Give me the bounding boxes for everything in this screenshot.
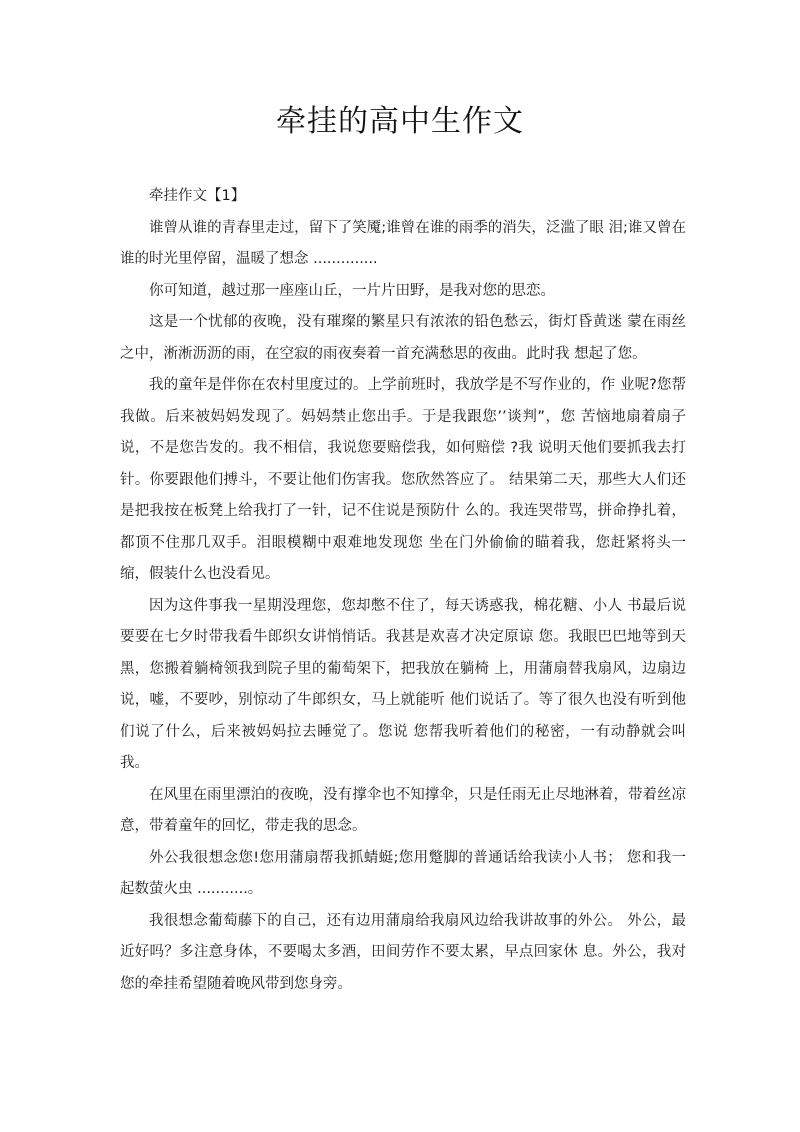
document-title: 牵挂的高中生作文	[276, 104, 524, 139]
paragraph-5: 因为这件事我一星期没理您，您却憋不住了，每天诱惑我，棉花糖、小人 书最后说要要在七夕时带我看牛郎织女讲悄悄话。我甚是欢喜才决定原谅 您。我眼巴巴地等到天黑，您搬着躺椅领我到院子里的葡萄架下，把我放在躺椅 上，用蒲扇替我扇风，边扇边说，嘘，不要吵，别惊动了牛郎织女，马上就能听 他们说话了。等了很久也没有听到他们说了什么，后来被妈妈拉去睡觉了。您说 您帮我听着他们的秘密，一有动静就会叫我。	[120, 597, 686, 771]
document-body	[120, 181, 686, 1000]
paragraph-3: 这是一个忧郁的夜晚，没有璀璨的繁星只有浓浓的铅色愁云，街灯昏黄迷 蒙在雨丝之中，淅淅沥沥的雨，在空寂的雨夜奏着一首充满愁思的夜曲。此时我 想起了您。	[120, 314, 686, 362]
paragraph-4: 我的童年是伴你在农村里度过的。上学前班时，我放学是不写作业的，作 业呢?您帮我做。后来被妈妈发现了。妈妈禁止您出手。于是我跟您’’谈判”，您 苦恼地扇着扇子说，不是您告发的。我不相信，我说您要赔偿我，如何赔偿 ?我 说明天他们要抓我去打针。你要跟他们搏斗，不要让他们伤害我。您欣然答应了。 结果第二天，那些大人们还是把我按在板凳上给我打了一针，记不住说是预防什 么的。我连哭带骂，拼命挣扎着，都顶不住那几双手。泪眼模糊中艰难地发现您 坐在门外偷偷的瞄着我，您赶紧将头一缩，假装什么也没看见。	[120, 377, 686, 582]
paragraph-2: 你可知道，越过那一座座山丘，一片片田野，是我对您的思恋。	[149, 282, 555, 299]
section-heading: 牵挂作文【1】	[149, 188, 246, 204]
paragraph-6: 在风里在雨里漂泊的夜晚，没有撑伞也不知撑伞，只是任雨无止尽地淋着，带着丝凉意，带着童年的回忆，带走我的思念。	[120, 786, 686, 834]
paragraph-7: 外公我很想念您!您用蒲扇帮我抓蜻蜓;您用蹩脚的普通话给我读小人书； 您和我一起数萤火虫 ...........。	[120, 849, 686, 897]
paragraph-1: 谁曾从谁的青春里走过，留下了笑魇;谁曾在谁的雨季的消失，泛滥了眼 泪;谁又曾在谁的时光里停留，温暖了想念 ..............	[120, 219, 686, 267]
paragraph-8: 我很想念葡萄藤下的自己，还有边用蒲扇给我扇风边给我讲故事的外公。 外公，最近好吗？多注意身体，不要喝太多酒，田间劳作不要太累，早点回家休 息。外公，我对您的牵挂希望随着晚风带到您身旁。	[120, 912, 686, 992]
